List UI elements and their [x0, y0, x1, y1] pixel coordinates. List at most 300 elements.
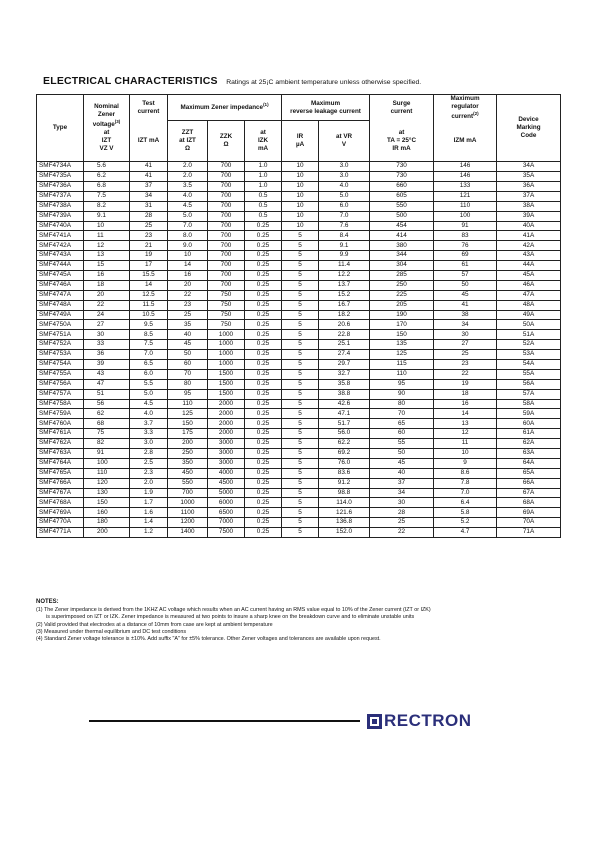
cell-type: SMF4770A [37, 518, 84, 528]
cell-zzt: 175 [168, 429, 208, 439]
cell-marking-code: 54A [497, 359, 561, 369]
cell-type: SMF4754A [37, 359, 84, 369]
cell-zener-voltage: 16 [84, 270, 130, 280]
page-title: ELECTRICAL CHARACTERISTICS [43, 75, 218, 87]
cell-vr: 121.6 [319, 508, 370, 518]
cell-surge-current: 80 [370, 399, 434, 409]
cell-zzk: 750 [208, 320, 245, 330]
header-type: Type [37, 95, 84, 162]
cell-marking-code: 70A [497, 518, 561, 528]
cell-zzt: 80 [168, 379, 208, 389]
cell-surge-current: 380 [370, 241, 434, 251]
cell-zener-voltage: 100 [84, 458, 130, 468]
cell-zener-voltage: 27 [84, 320, 130, 330]
table-row [37, 162, 561, 172]
cell-regulator-current: 7.0 [434, 488, 497, 498]
table-row [37, 399, 561, 409]
cell-zzt: 5.0 [168, 211, 208, 221]
cell-ir: 5 [282, 241, 319, 251]
cell-izk: 0.25 [245, 409, 282, 419]
cell-zzk: 750 [208, 310, 245, 320]
cell-type: SMF4742A [37, 241, 84, 251]
cell-surge-current: 190 [370, 310, 434, 320]
cell-marking-code: 42A [497, 241, 561, 251]
cell-regulator-current: 41 [434, 300, 497, 310]
cell-regulator-current: 38 [434, 310, 497, 320]
cell-zener-voltage: 82 [84, 439, 130, 449]
cell-vr: 7.6 [319, 221, 370, 231]
cell-type: SMF4753A [37, 350, 84, 360]
cell-zener-voltage: 91 [84, 449, 130, 459]
cell-test-current: 1.7 [130, 498, 168, 508]
cell-izk: 0.25 [245, 231, 282, 241]
cell-zzk: 700 [208, 241, 245, 251]
cell-zener-voltage: 120 [84, 478, 130, 488]
cell-vr: 22.8 [319, 330, 370, 340]
cell-marking-code: 57A [497, 389, 561, 399]
cell-test-current: 14 [130, 280, 168, 290]
cell-ir: 5 [282, 389, 319, 399]
cell-ir: 5 [282, 468, 319, 478]
cell-surge-current: 344 [370, 251, 434, 261]
cell-surge-current: 730 [370, 162, 434, 172]
table-row [37, 498, 561, 508]
cell-zzt: 4.0 [168, 191, 208, 201]
cell-vr: 69.2 [319, 449, 370, 459]
cell-zzt: 1200 [168, 518, 208, 528]
cell-marking-code: 60A [497, 419, 561, 429]
cell-regulator-current: 50 [434, 280, 497, 290]
cell-ir: 5 [282, 419, 319, 429]
cell-test-current: 7.0 [130, 350, 168, 360]
cell-surge-current: 30 [370, 498, 434, 508]
cell-type: SMF4757A [37, 389, 84, 399]
cell-zzt: 50 [168, 350, 208, 360]
cell-surge-current: 60 [370, 429, 434, 439]
cell-zzk: 2000 [208, 419, 245, 429]
cell-izk: 0.25 [245, 251, 282, 261]
cell-test-current: 2.3 [130, 468, 168, 478]
cell-test-current: 34 [130, 191, 168, 201]
cell-regulator-current: 69 [434, 251, 497, 261]
cell-ir: 5 [282, 508, 319, 518]
cell-ir: 10 [282, 181, 319, 191]
page-subtitle: Ratings at 25¡C ambient temperature unless otherwise specified. [226, 79, 422, 86]
cell-ir: 5 [282, 498, 319, 508]
cell-zzk: 1000 [208, 340, 245, 350]
brand-logo [367, 711, 472, 731]
cell-surge-current: 550 [370, 201, 434, 211]
cell-type: SMF4769A [37, 508, 84, 518]
cell-izk: 0.25 [245, 458, 282, 468]
cell-surge-current: 125 [370, 350, 434, 360]
cell-test-current: 11.5 [130, 300, 168, 310]
header-reverse-leakage: Maximum reverse leakage current [282, 95, 370, 121]
cell-izk: 0.25 [245, 340, 282, 350]
cell-ir: 10 [282, 211, 319, 221]
cell-surge-current: 65 [370, 419, 434, 429]
cell-ir: 5 [282, 261, 319, 271]
cell-type: SMF4749A [37, 310, 84, 320]
cell-zener-voltage: 24 [84, 310, 130, 320]
cell-type: SMF4738A [37, 201, 84, 211]
cell-izk: 0.25 [245, 310, 282, 320]
cell-izk: 0.25 [245, 498, 282, 508]
cell-marking-code: 49A [497, 310, 561, 320]
cell-regulator-current: 91 [434, 221, 497, 231]
cell-marking-code: 65A [497, 468, 561, 478]
cell-test-current: 1.4 [130, 518, 168, 528]
cell-regulator-current: 7.8 [434, 478, 497, 488]
header-regulator-current: Maximum regulator current$^{(2)}$ [434, 95, 497, 121]
cell-ir: 5 [282, 340, 319, 350]
table-row [37, 280, 561, 290]
cell-ir: 5 [282, 330, 319, 340]
cell-zzt: 1100 [168, 508, 208, 518]
cell-izk: 1.0 [245, 181, 282, 191]
cell-test-current: 12.5 [130, 290, 168, 300]
cell-zzk: 7500 [208, 528, 245, 538]
cell-zener-voltage: 75 [84, 429, 130, 439]
cell-izk: 0.25 [245, 508, 282, 518]
cell-regulator-current: 5.2 [434, 518, 497, 528]
cell-type: SMF4756A [37, 379, 84, 389]
cell-zzk: 1000 [208, 350, 245, 360]
table-row [37, 488, 561, 498]
cell-vr: 56.0 [319, 429, 370, 439]
cell-surge-current: 605 [370, 191, 434, 201]
cell-vr: 11.4 [319, 261, 370, 271]
cell-ir: 5 [282, 399, 319, 409]
table-row [37, 468, 561, 478]
table-row [37, 231, 561, 241]
cell-izk: 0.25 [245, 300, 282, 310]
cell-vr: 83.6 [319, 468, 370, 478]
cell-ir: 5 [282, 518, 319, 528]
cell-marking-code: 63A [497, 449, 561, 459]
table-row [37, 221, 561, 231]
cell-regulator-current: 13 [434, 419, 497, 429]
electrical-characteristics-table [36, 94, 561, 538]
cell-marking-code: 37A [497, 191, 561, 201]
cell-zzt: 8.0 [168, 231, 208, 241]
table-row [37, 241, 561, 251]
cell-type: SMF4736A [37, 181, 84, 191]
cell-zzt: 45 [168, 340, 208, 350]
rectron-logo-icon [367, 714, 382, 729]
cell-zzt: 70 [168, 369, 208, 379]
cell-test-current: 10.5 [130, 310, 168, 320]
cell-zzk: 2000 [208, 409, 245, 419]
cell-test-current: 1.6 [130, 508, 168, 518]
cell-surge-current: 110 [370, 369, 434, 379]
cell-test-current: 5.0 [130, 389, 168, 399]
cell-test-current: 2.0 [130, 478, 168, 488]
note-2: (2) Valid provided that electrodes at a distance of 10mm from case are kept at ambient temperature [36, 621, 273, 628]
section-header [43, 71, 421, 89]
cell-marking-code: 59A [497, 409, 561, 419]
cell-ir: 10 [282, 172, 319, 182]
cell-test-current: 6.5 [130, 359, 168, 369]
cell-test-current: 1.9 [130, 488, 168, 498]
cell-surge-current: 250 [370, 280, 434, 290]
cell-izk: 0.25 [245, 389, 282, 399]
cell-ir: 5 [282, 320, 319, 330]
cell-zener-voltage: 33 [84, 340, 130, 350]
cell-type: SMF4763A [37, 449, 84, 459]
cell-regulator-current: 110 [434, 201, 497, 211]
cell-marking-code: 64A [497, 458, 561, 468]
cell-zener-voltage: 43 [84, 369, 130, 379]
cell-ir: 5 [282, 251, 319, 261]
cell-zener-voltage: 5.6 [84, 162, 130, 172]
cell-regulator-current: 34 [434, 320, 497, 330]
cell-zzt: 4.5 [168, 201, 208, 211]
cell-zzt: 110 [168, 399, 208, 409]
cell-vr: 20.6 [319, 320, 370, 330]
cell-marking-code: 46A [497, 280, 561, 290]
cell-zener-voltage: 56 [84, 399, 130, 409]
cell-izk: 0.25 [245, 468, 282, 478]
cell-vr: 25.1 [319, 340, 370, 350]
cell-ir: 5 [282, 280, 319, 290]
cell-type: SMF4737A [37, 191, 84, 201]
cell-regulator-current: 30 [434, 330, 497, 340]
cell-ir: 5 [282, 488, 319, 498]
header-surge-current: Surge current [370, 95, 434, 121]
cell-zzk: 1000 [208, 330, 245, 340]
cell-zzt: 200 [168, 439, 208, 449]
cell-zzt: 2.0 [168, 172, 208, 182]
cell-zener-voltage: 51 [84, 389, 130, 399]
cell-type: SMF4766A [37, 478, 84, 488]
cell-zzt: 125 [168, 409, 208, 419]
cell-surge-current: 90 [370, 389, 434, 399]
cell-ir: 5 [282, 369, 319, 379]
cell-surge-current: 170 [370, 320, 434, 330]
cell-surge-current: 285 [370, 270, 434, 280]
cell-zzt: 23 [168, 300, 208, 310]
header-zzk: ZZK Ω [208, 121, 245, 162]
cell-marking-code: 67A [497, 488, 561, 498]
cell-type: SMF4745A [37, 270, 84, 280]
cell-zzk: 1500 [208, 369, 245, 379]
cell-ir: 5 [282, 449, 319, 459]
cell-vr: 15.2 [319, 290, 370, 300]
cell-test-current: 28 [130, 211, 168, 221]
cell-zzt: 35 [168, 320, 208, 330]
cell-type: SMF4750A [37, 320, 84, 330]
cell-izk: 0.25 [245, 221, 282, 231]
cell-zzk: 700 [208, 201, 245, 211]
cell-marking-code: 52A [497, 340, 561, 350]
cell-surge-current: 34 [370, 488, 434, 498]
cell-test-current: 7.5 [130, 340, 168, 350]
cell-test-current: 41 [130, 162, 168, 172]
cell-surge-current: 40 [370, 468, 434, 478]
header-marking-code: Device Marking Code [497, 95, 561, 162]
cell-zener-voltage: 47 [84, 379, 130, 389]
cell-ir: 5 [282, 350, 319, 360]
cell-izk: 0.25 [245, 518, 282, 528]
brand-name: RECTRON [384, 711, 472, 730]
cell-vr: 12.2 [319, 270, 370, 280]
table-row [37, 379, 561, 389]
cell-type: SMF4759A [37, 409, 84, 419]
table-row [37, 419, 561, 429]
table-row [37, 330, 561, 340]
cell-vr: 4.0 [319, 181, 370, 191]
cell-vr: 47.1 [319, 409, 370, 419]
cell-izk: 0.25 [245, 350, 282, 360]
cell-zzk: 2000 [208, 429, 245, 439]
cell-ir: 5 [282, 478, 319, 488]
cell-zzk: 700 [208, 251, 245, 261]
table-row [37, 172, 561, 182]
cell-ir: 5 [282, 359, 319, 369]
cell-ir: 10 [282, 191, 319, 201]
cell-zzk: 750 [208, 290, 245, 300]
cell-regulator-current: 100 [434, 211, 497, 221]
cell-regulator-current: 45 [434, 290, 497, 300]
cell-izk: 0.25 [245, 488, 282, 498]
cell-zener-voltage: 13 [84, 251, 130, 261]
cell-zzk: 5000 [208, 488, 245, 498]
cell-regulator-current: 19 [434, 379, 497, 389]
cell-test-current: 4.0 [130, 409, 168, 419]
cell-type: SMF4765A [37, 468, 84, 478]
cell-ir: 5 [282, 310, 319, 320]
cell-surge-current: 150 [370, 330, 434, 340]
cell-vr: 13.7 [319, 280, 370, 290]
cell-marking-code: 34A [497, 162, 561, 172]
cell-type: SMF4764A [37, 458, 84, 468]
cell-zener-voltage: 11 [84, 231, 130, 241]
table-row [37, 181, 561, 191]
cell-marking-code: 55A [497, 369, 561, 379]
header-max-zener-impedance: Maximum Zener impedance$^{(1)}$ [168, 95, 282, 121]
cell-test-current: 25 [130, 221, 168, 231]
cell-izk: 0.25 [245, 439, 282, 449]
cell-zzt: 2.0 [168, 162, 208, 172]
cell-surge-current: 225 [370, 290, 434, 300]
cell-zzk: 700 [208, 211, 245, 221]
cell-test-current: 1.2 [130, 528, 168, 538]
table-row [37, 478, 561, 488]
cell-izk: 0.25 [245, 399, 282, 409]
header-zener-voltage: Nominal Zener voltage$^{(3)}$ at IZT VZ V [84, 95, 130, 162]
cell-izk: 0.25 [245, 330, 282, 340]
cell-zzt: 10 [168, 251, 208, 261]
cell-regulator-current: 9 [434, 458, 497, 468]
cell-marking-code: 40A [497, 221, 561, 231]
cell-surge-current: 95 [370, 379, 434, 389]
cell-zzk: 2000 [208, 399, 245, 409]
cell-test-current: 3.7 [130, 419, 168, 429]
cell-zzt: 25 [168, 310, 208, 320]
table-row [37, 449, 561, 459]
table-row [37, 518, 561, 528]
table-row [37, 439, 561, 449]
cell-zzt: 1000 [168, 498, 208, 508]
table-row [37, 389, 561, 399]
cell-type: SMF4740A [37, 221, 84, 231]
cell-type: SMF4752A [37, 340, 84, 350]
cell-surge-current: 70 [370, 409, 434, 419]
cell-zzk: 3000 [208, 439, 245, 449]
cell-vr: 32.7 [319, 369, 370, 379]
cell-regulator-current: 61 [434, 261, 497, 271]
cell-zzt: 3.5 [168, 181, 208, 191]
cell-vr: 62.2 [319, 439, 370, 449]
cell-zener-voltage: 180 [84, 518, 130, 528]
cell-surge-current: 660 [370, 181, 434, 191]
cell-regulator-current: 16 [434, 399, 497, 409]
cell-zzt: 1400 [168, 528, 208, 538]
cell-marking-code: 39A [497, 211, 561, 221]
cell-ir: 5 [282, 409, 319, 419]
cell-izk: 1.0 [245, 172, 282, 182]
cell-ir: 5 [282, 231, 319, 241]
cell-izk: 0.25 [245, 280, 282, 290]
cell-type: SMF4758A [37, 399, 84, 409]
table-row [37, 528, 561, 538]
cell-zener-voltage: 7.5 [84, 191, 130, 201]
cell-surge-current: 500 [370, 211, 434, 221]
cell-regulator-current: 11 [434, 439, 497, 449]
cell-zzk: 700 [208, 221, 245, 231]
cell-zzk: 4000 [208, 468, 245, 478]
cell-test-current: 2.8 [130, 449, 168, 459]
cell-zener-voltage: 36 [84, 350, 130, 360]
cell-izk: 0.25 [245, 290, 282, 300]
cell-marking-code: 71A [497, 528, 561, 538]
cell-type: SMF4761A [37, 429, 84, 439]
cell-zzk: 700 [208, 261, 245, 271]
cell-regulator-current: 12 [434, 429, 497, 439]
table-row [37, 350, 561, 360]
cell-surge-current: 730 [370, 172, 434, 182]
cell-marking-code: 48A [497, 300, 561, 310]
cell-zzt: 95 [168, 389, 208, 399]
cell-ir: 5 [282, 458, 319, 468]
cell-izk: 0.25 [245, 270, 282, 280]
cell-test-current: 2.5 [130, 458, 168, 468]
cell-izk: 0.25 [245, 359, 282, 369]
cell-vr: 42.6 [319, 399, 370, 409]
cell-test-current: 19 [130, 251, 168, 261]
cell-type: SMF4735A [37, 172, 84, 182]
cell-regulator-current: 5.8 [434, 508, 497, 518]
cell-zzt: 700 [168, 488, 208, 498]
cell-zzk: 1500 [208, 389, 245, 399]
cell-vr: 7.0 [319, 211, 370, 221]
cell-marking-code: 62A [497, 439, 561, 449]
note-1: (1) The Zener impedance is derived from the 1KHZ AC voltage which results when an AC current having an RMS value equal to 10% of the Zener current (IZT or IZK) [36, 607, 431, 614]
header-vr: at VR V [319, 121, 370, 162]
cell-regulator-current: 146 [434, 172, 497, 182]
cell-marking-code: 68A [497, 498, 561, 508]
cell-izk: 1.0 [245, 162, 282, 172]
cell-zzt: 16 [168, 270, 208, 280]
cell-zener-voltage: 12 [84, 241, 130, 251]
cell-regulator-current: 83 [434, 231, 497, 241]
note-1-continued: is superimposed on IZT or IZK. Zener impedance is measured at two points to insure a sharp knee on the breakdown curve and to eliminate unstable units [46, 614, 415, 621]
table-row [37, 290, 561, 300]
cell-marking-code: 53A [497, 350, 561, 360]
cell-regulator-current: 25 [434, 350, 497, 360]
cell-vr: 51.7 [319, 419, 370, 429]
